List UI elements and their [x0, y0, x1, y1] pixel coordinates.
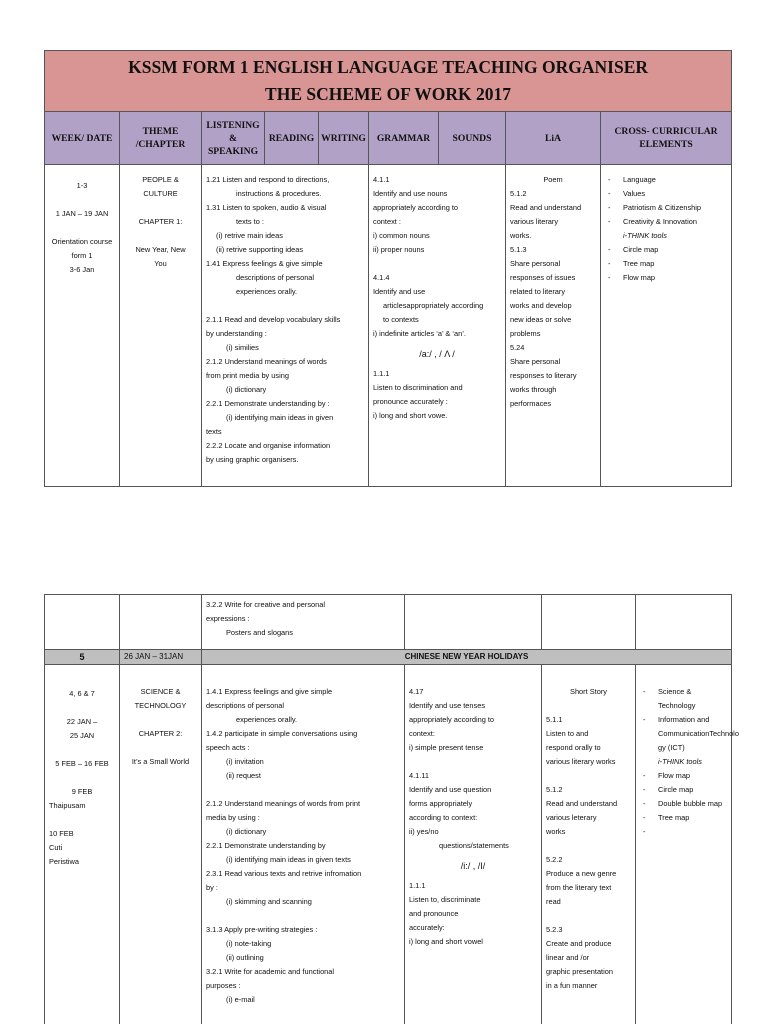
list-item: - Tree map	[640, 811, 727, 825]
event-name-cont: Peristiwa	[49, 857, 79, 866]
list-item: 5.24	[510, 343, 525, 352]
list-item: (ii) request	[226, 771, 261, 780]
list-item: 4.1.4	[373, 273, 390, 282]
date-range: 1 JAN – 19 JAN	[55, 209, 109, 218]
list-item: texts to :	[236, 217, 264, 226]
list-item: forms appropriately	[409, 799, 473, 808]
list-item: works.	[510, 231, 532, 240]
list-item: 5.1.2	[546, 785, 563, 794]
list-item: articlesappropriately according	[383, 301, 484, 310]
grammar-sounds-cell	[369, 165, 506, 487]
week-range: 1-3	[76, 181, 88, 190]
list-item: Read and understand	[510, 203, 582, 212]
holiday-date: 26 JAN – 31JAN	[120, 650, 202, 665]
list-item: 5.1.2	[510, 189, 527, 198]
list-item: by :	[206, 883, 218, 892]
event-name: Cuti	[49, 843, 63, 852]
header-grammar: GRAMMAR	[369, 112, 439, 165]
list-item: linear and /or	[546, 953, 590, 962]
list-item: 5.1.1	[546, 715, 563, 724]
list-item: 4.17	[409, 687, 424, 696]
grammar-sounds-cell	[405, 665, 542, 1024]
list-item: i) common nouns	[373, 231, 430, 240]
empty-cell	[542, 595, 636, 650]
list-item: by understanding :	[206, 329, 267, 338]
list-item: Listen to and	[546, 729, 589, 738]
list-item: 2.2.1 Demonstrate understanding by	[206, 841, 326, 850]
table-row	[45, 665, 732, 1024]
empty-cell	[120, 595, 202, 650]
list-item: - Science & Technology	[640, 685, 727, 713]
list-item: Share personal	[510, 259, 561, 268]
list-item: 4.1.1	[373, 175, 390, 184]
list-item: context :	[373, 217, 401, 226]
lia-cell	[542, 665, 636, 1024]
list-item: 2.3.1 Read various texts and retrive infromation	[206, 869, 362, 878]
chapter-title-cont: You	[154, 259, 167, 268]
header-writing: WRITING	[319, 112, 369, 165]
list-item: Share personal	[510, 357, 561, 366]
list-item: 2.2.1 Demonstrate understanding by :	[206, 399, 330, 408]
list-item: problems	[510, 329, 541, 338]
list-item: respond orally to	[546, 743, 601, 752]
chapter-title: New Year, New	[135, 245, 186, 254]
list-item: experiences orally.	[236, 715, 298, 724]
scheme-table-week-1-3	[44, 50, 732, 487]
list-item: ii) yes/no	[409, 827, 439, 836]
list-item: Identify and use	[373, 287, 426, 296]
list-item: (i) similies	[226, 343, 259, 352]
list-item: Identify and use question	[409, 785, 492, 794]
list-item: 1.1.1	[409, 881, 426, 890]
header-cross-curricular: CROSS- CURRICULAR ELEMENTS	[601, 112, 732, 165]
list-item: texts	[206, 427, 222, 436]
list-item: (i) identifying main ideas in given	[226, 413, 334, 422]
lia-genre: Short Story	[570, 687, 607, 696]
list-item: - Language	[605, 173, 727, 187]
list-item: i) long and short vowe.	[373, 411, 448, 420]
theme-chapter-cell	[120, 665, 202, 1024]
holiday-week: 5	[45, 650, 120, 665]
list-item: 5.2.2	[546, 855, 563, 864]
scheme-table-week-4-7	[44, 594, 739, 1024]
list-item: works through	[510, 385, 557, 394]
ithink-tools-label: i-THINK tools	[623, 231, 667, 240]
holiday-date-thaipusam: 9 FEB	[71, 787, 93, 796]
orientation-dates: 3-6 Jan	[69, 265, 95, 274]
list-item: Read and understand	[546, 799, 618, 808]
list-item: 5.1.3	[510, 245, 527, 254]
list-item: from print media by using	[206, 371, 289, 380]
list-item: Create and produce	[546, 939, 612, 948]
theme-label: SCIENCE &	[140, 687, 181, 696]
header-reading: READING	[265, 112, 319, 165]
theme-label: PEOPLE &	[142, 175, 179, 184]
continuation-cell	[202, 595, 405, 650]
list-item: (i) skimming and scanning	[226, 897, 312, 906]
holiday-name-thaipusam: Thaipusam	[49, 801, 86, 810]
empty-cell	[45, 595, 120, 650]
event-date: 10 FEB	[49, 829, 74, 838]
list-item: 3.2.2 Write for creative and personal	[206, 600, 325, 609]
list-item: various leterary	[546, 813, 597, 822]
list-item: (ii) outlining	[226, 953, 264, 962]
holiday-row	[45, 650, 732, 665]
list-item: according to context:	[409, 813, 478, 822]
list-item: read	[546, 897, 561, 906]
list-item: graphic presentation	[546, 967, 613, 976]
list-item: 3.1.3 Apply pre-writing strategies :	[206, 925, 318, 934]
header-listening-speaking: LISTENING & SPEAKING	[202, 112, 265, 165]
list-item: accurately:	[409, 923, 445, 932]
header-lia: LiA	[506, 112, 601, 165]
list-item: ii) proper nouns	[373, 245, 425, 254]
list-item: 2.1.1 Read and develop vocabulary skills	[206, 315, 341, 324]
list-item: expressions :	[206, 614, 250, 623]
list-item: - Values	[605, 187, 727, 201]
list-item: responses to literary	[510, 371, 577, 380]
list-item: (i) retrive main ideas	[216, 231, 283, 240]
list-item: - Creativity & Innovation	[605, 215, 727, 229]
list-item: gy (ICT)	[658, 743, 685, 752]
list-item: Produce a new genre	[546, 869, 617, 878]
list-item: - Circle map	[605, 243, 727, 257]
list-item: 2.1.2 Understand meanings of words	[206, 357, 327, 366]
header-week-date: WEEK/ DATE	[45, 112, 120, 165]
list-item: (i) e-mail	[226, 995, 255, 1004]
lia-cell	[506, 165, 601, 487]
list-item: Identify and use nouns	[373, 189, 448, 198]
list-item: context:	[409, 729, 435, 738]
list-item: (ii) retrive supporting ideas	[216, 245, 304, 254]
list-item: Posters and slogans	[226, 628, 293, 637]
list-item: 2.2.2 Locate and organise information	[206, 441, 331, 450]
table-row	[45, 595, 732, 650]
list-item: i) indefinite articles ‘a’ & ‘an’.	[373, 329, 466, 338]
list-item: 4.1.11	[409, 771, 429, 780]
list-item: (i) dictionary	[226, 827, 267, 836]
list-item: - Tree map	[605, 257, 727, 271]
list-item: in a fun manner	[546, 981, 598, 990]
list-item: - Circle map	[640, 783, 727, 797]
list-item: works	[546, 827, 566, 836]
cross-curricular-cell	[601, 165, 732, 487]
list-item: pronounce accurately :	[373, 397, 448, 406]
list-item: speech acts :	[206, 743, 250, 752]
week-date-cell	[45, 665, 120, 1024]
list-item: descriptions of personal	[236, 273, 315, 282]
chapter-title: It’s a Small World	[131, 757, 190, 766]
skills-cell	[202, 165, 369, 487]
list-item: 1.4.1 Express feelings and give simple	[206, 687, 333, 696]
list-item: (i) identifying main ideas in given texts	[226, 855, 351, 864]
list-item: - Information and	[640, 713, 727, 727]
orientation-note: Orientation course form 1	[51, 237, 113, 260]
list-item: 1.21 Listen and respond to directions,	[206, 175, 330, 184]
list-item: new ideas or solve	[510, 315, 572, 324]
list-item: 1.4.2 participate in simple conversations using	[206, 729, 358, 738]
date-range: 22 JAN –	[66, 717, 98, 726]
column-header-row	[45, 112, 732, 165]
skills-cell	[202, 665, 405, 1024]
ithink-tools-label: i-THINK tools	[658, 757, 702, 766]
chapter-number: CHAPTER 1:	[138, 217, 183, 226]
document-title	[45, 51, 732, 112]
header-theme-chapter: THEME /CHAPTER	[120, 112, 202, 165]
list-item: i) long and short vowel	[409, 937, 483, 946]
list-item: Listen to, discriminate	[409, 895, 481, 904]
theme-label-cont: TECHNOLOGY	[134, 701, 187, 710]
chapter-number: CHAPTER 2:	[138, 729, 183, 738]
list-item: - Patriotism & Citizenship	[605, 201, 727, 215]
list-item: 1.41 Express feelings & give simple	[206, 259, 323, 268]
list-item: Listen to discrimination and	[373, 383, 463, 392]
title-line-1: KSSM FORM 1 ENGLISH LANGUAGE TEACHING ORGANISER	[128, 57, 648, 77]
cross-curricular-cell	[636, 665, 739, 1024]
list-item: - Flow map	[640, 769, 727, 783]
list-item: various literary works	[546, 757, 616, 766]
empty-cell	[405, 595, 542, 650]
title-line-2: THE SCHEME OF WORK 2017	[265, 84, 512, 104]
list-item: questions/statements	[439, 841, 509, 850]
list-item: descriptions of personal	[206, 701, 285, 710]
theme-label-cont: CULTURE	[143, 189, 178, 198]
list-item: 5.2.3	[546, 925, 563, 934]
list-item: i) simple present tense	[409, 743, 484, 752]
phonetic-symbols: /a:/ , / Λ /	[419, 349, 455, 359]
list-item: and pronounce	[409, 909, 459, 918]
list-item: responses of issues	[510, 273, 576, 282]
theme-chapter-cell	[120, 165, 202, 487]
date-range-2: 5 FEB – 16 FEB	[55, 759, 109, 768]
list-item: purposes :	[206, 981, 241, 990]
week-date-cell	[45, 165, 120, 487]
list-item: 1.31 Listen to spoken, audio & visual	[206, 203, 327, 212]
list-item: performaces	[510, 399, 552, 408]
list-item: works and develop	[510, 301, 572, 310]
list-item: instructions & procedures.	[236, 189, 322, 198]
list-item: media by using :	[206, 813, 260, 822]
list-item: various literary	[510, 217, 559, 226]
holiday-label: CHINESE NEW YEAR HOLIDAYS	[202, 650, 732, 665]
empty-cell	[636, 595, 732, 650]
list-item: related to literary	[510, 287, 566, 296]
list-item: from the literary text	[546, 883, 612, 892]
list-item: 2.1.2 Understand meanings of words from print	[206, 799, 361, 808]
list-item: experiences orally.	[236, 287, 298, 296]
list-item: Identify and use tenses	[409, 701, 486, 710]
list-item: - Double bubble map	[640, 797, 727, 811]
list-item: appropriately according to	[409, 715, 495, 724]
list-item: (i) note-taking	[226, 939, 272, 948]
phonetic-symbols: /i:/ , /I/	[460, 861, 486, 871]
list-item: by using graphic organisers.	[206, 455, 299, 464]
list-item: 3.2.1 Write for academic and functional	[206, 967, 335, 976]
date-range-cont: 25 JAN	[69, 731, 95, 740]
lia-genre: Poem	[543, 175, 563, 184]
list-item: appropriately according to	[373, 203, 459, 212]
week-range: 4, 6 & 7	[69, 689, 95, 698]
list-item: to contexts	[383, 315, 419, 324]
table-row	[45, 165, 732, 487]
list-item: 1.1.1	[373, 369, 390, 378]
list-item: (i) dictionary	[226, 385, 267, 394]
list-item: (i) invitation	[226, 757, 264, 766]
list-item: - Flow map	[605, 271, 727, 285]
list-item: CommunicationTechnolo	[658, 729, 739, 738]
header-sounds: SOUNDS	[439, 112, 506, 165]
